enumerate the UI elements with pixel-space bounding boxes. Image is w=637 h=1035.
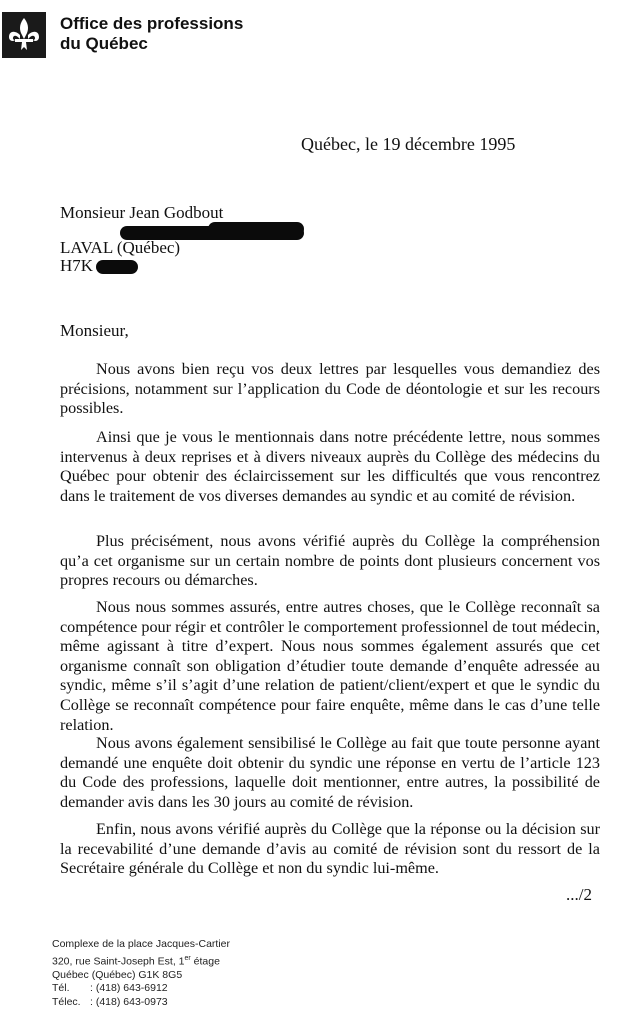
footer-street: 320, rue Saint-Joseph Est, 1 xyxy=(52,955,185,967)
footer-fax xyxy=(52,996,230,1010)
recipient-name: Monsieur Jean Godbout xyxy=(60,203,224,222)
body-paragraph xyxy=(60,734,600,812)
org-name-line2: du Québec xyxy=(60,34,148,53)
office-logo xyxy=(2,12,46,58)
body-paragraph xyxy=(60,598,600,735)
org-name-line1: Office des professions xyxy=(60,14,244,33)
fax-label: Télec. xyxy=(52,995,81,1008)
redaction-bar xyxy=(96,260,138,274)
body-paragraph xyxy=(60,532,600,591)
body-paragraph xyxy=(60,820,600,879)
footer-line2 xyxy=(52,952,230,969)
phone-value: : (418) 643-6912 xyxy=(90,982,168,994)
footer-line1: Complexe de la place Jacques-Cartier xyxy=(52,938,231,950)
paragraph-text: Plus précisément, nous avons vérifié auprès du Collège la compréhension qu’a cet organisme sur un certain nombre de points dont plusieurs concernent vos propres recours ou démarches. xyxy=(60,532,600,590)
paragraph-text: Enfin, nous avons vérifié auprès du Collège que la réponse ou la décision sur la recevabilité d’une demande d’avis au comité de révision sont du ressort de la Secrétaire générale du Collège et non du syndic lui-même. xyxy=(60,820,600,878)
fleur-de-lis-icon xyxy=(6,16,42,54)
paragraph-text: Ainsi que je vous le mentionnais dans notre précédente lettre, nous sommes intervenus à deux reprises et à divers niveaux auprès du Collège des médecins du Québec pour obtenir des éclaircissement sur les difficultés que vous rencontrez dans le traitement de vos diverses demandes au syndic et au comité de révision. xyxy=(60,428,600,505)
footer-phone xyxy=(52,982,230,996)
recipient-postal-code: H7K xyxy=(60,256,94,275)
organization-name xyxy=(60,14,243,54)
footer-floor: étage xyxy=(190,955,220,967)
paragraph-text: Nous avons bien reçu vos deux lettres par lesquelles vous demandiez des précisions, notamment sur l’application du Code de déontologie et sur les recours possibles. xyxy=(60,360,600,418)
bleed-through-mark xyxy=(300,118,303,134)
salutation: Monsieur, xyxy=(60,321,129,340)
letter-date: Québec, le 19 décembre 1995 xyxy=(301,134,516,154)
paragraph-text: Nous avons également sensibilisé le Collège au fait que toute personne ayant demandé une enquête doit obtenir du syndic une réponse en vertu de l’article 123 du Code des professions, laquelle doit mentionner, entre autres, la possibilité de demander avis dans les 30 jours au comité de révision. xyxy=(60,734,600,811)
fax-value: : (418) 643-0973 xyxy=(90,995,168,1008)
recipient-city: LAVAL (Québec) xyxy=(60,238,181,257)
footer-ordinal: er xyxy=(184,954,191,962)
body-paragraph xyxy=(60,360,600,419)
page-continuation: .../2 xyxy=(566,885,592,904)
footer-line3: Québec (Québec) G1K 8G5 xyxy=(52,968,183,981)
footer-address xyxy=(52,938,230,1009)
phone-label: Tél. xyxy=(52,982,70,994)
body-paragraph xyxy=(60,428,600,506)
paragraph-text: Nous nous sommes assurés, entre autres choses, que le Collège reconnaît sa compétence pour régir et contrôler le comportement professionnel de tout médecin, même agissant à titre d’expert. Nous nous sommes également assurés que cet organisme connaît son obligation d’étudier toute demande d’enquête adressée au syndic, même s’il s’agit d’une relation de patient/client/expert et que le syndic du Collège se reconnaît compétence pour faire enquête, même dans le cas d’une telle relation. xyxy=(60,598,600,734)
